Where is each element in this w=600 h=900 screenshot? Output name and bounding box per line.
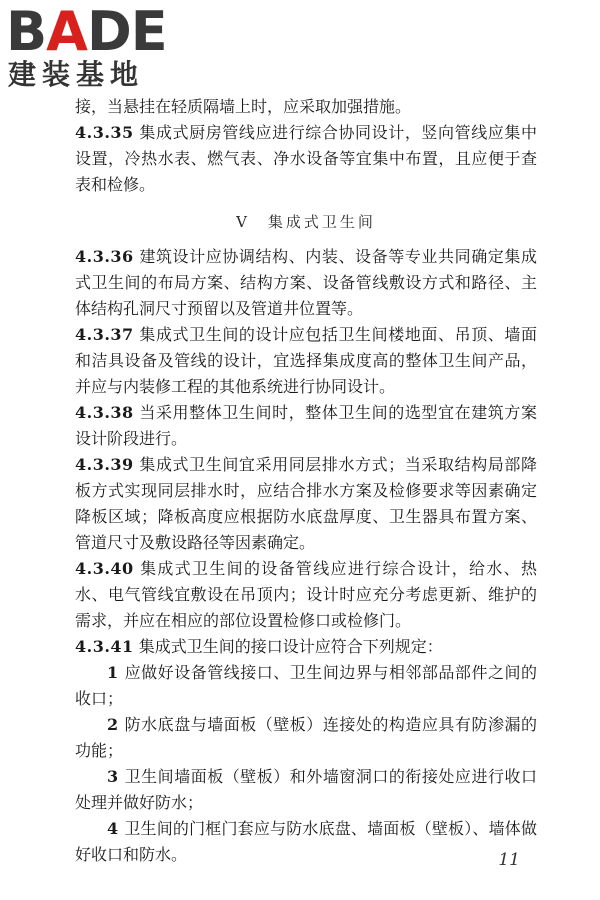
logo-letters-de: DE	[86, 0, 167, 63]
clause-4-3-39	[75, 452, 537, 556]
clause-text: 当采用整体卫生间时，整体卫生间的选型宜在建筑方案设计阶段进行。	[75, 403, 537, 448]
clause-text: 建筑设计应协调结构、内装、设备等专业共同确定集成式卫生间的布局方案、结构方案、设备管线敷设方式和路径、主体结构孔洞尺寸预留以及管道井位置等。	[75, 247, 537, 318]
clause-number: 4.3.39	[75, 455, 134, 474]
list-item	[75, 764, 537, 816]
list-item-text: 应做好设备管线接口、卫生间边界与相邻部品部件之间的收口；	[75, 663, 537, 708]
clause-number: 4.3.37	[75, 325, 134, 344]
clause-number: 4.3.35	[75, 123, 134, 142]
clause-4-3-37	[75, 322, 537, 400]
list-item	[75, 660, 537, 712]
page-number: 11	[498, 850, 520, 870]
clause-text: 集成式卫生间的设备管线应进行综合设计，给水、热水、电气管线宜敷设在吊顶内；设计时应充分考虑更新、维护的需求，并应在相应的部位设置检修口或检修门。	[75, 559, 537, 630]
list-item-number: 1	[107, 663, 119, 682]
continuation-text: 接，当悬挂在轻质隔墙上时，应采取加强措施。	[75, 97, 412, 116]
list-item-number: 2	[107, 715, 119, 734]
section-roman-numeral: V	[236, 213, 250, 231]
section-heading	[75, 209, 537, 235]
list-item-text: 卫生间的门框门套应与防水底盘、墙面板（壁板）、墙体做好收口和防水。	[75, 819, 537, 864]
logo-subtitle: 建装基地	[8, 58, 145, 91]
logo-letter-a: A	[46, 0, 87, 63]
clause-4-3-41	[75, 634, 537, 660]
clause-text: 集成式卫生间的接口设计应符合下列规定：	[138, 637, 443, 656]
list-item-number: 3	[107, 767, 119, 786]
section-title: 集成式卫生间	[267, 213, 376, 231]
logo-letter-b: B	[6, 0, 47, 63]
list-item	[75, 816, 537, 868]
clause-text: 集成式卫生间的设计应包括卫生间楼地面、吊顶、墙面和洁具设备及管线的设计，宜选择集成度高的整体卫生间产品，并应与内装修工程的其他系统进行协同设计。	[75, 325, 537, 396]
clause-text: 集成式厨房管线应进行综合协同设计，竖向管线应集中设置，冷热水表、燃气表、净水设备等宜集中布置，且应便于查表和检修。	[75, 123, 537, 194]
clause-number: 4.3.38	[75, 403, 134, 422]
list-item-number: 4	[107, 819, 119, 838]
clause-4-3-38	[75, 400, 537, 452]
list-item-text: 防水底盘与墙面板（壁板）连接处的构造应具有防渗漏的功能；	[75, 715, 537, 760]
document-body	[75, 94, 537, 868]
list-item-text: 卫生间墙面板（壁板）和外墙窗洞口的衔接处应进行收口处理并做好防水；	[75, 767, 537, 812]
logo-wordmark	[6, 2, 167, 62]
clause-4-3-35	[75, 120, 537, 198]
clause-4-3-40	[75, 556, 537, 634]
list-item	[75, 712, 537, 764]
clause-number: 4.3.40	[75, 559, 134, 578]
brand-logo	[6, 2, 176, 94]
clause-text: 集成式卫生间宜采用同层排水方式；当采取结构局部降板方式实现同层排水时，应结合排水方案及检修要求等因素确定降板区域；降板高度应根据防水底盘厚度、卫生器具布置方案、管道尺寸及敷设路径等因素确定。	[75, 455, 537, 552]
clause-4-3-36	[75, 244, 537, 322]
clause-number: 4.3.41	[75, 637, 134, 656]
clause-number: 4.3.36	[75, 247, 134, 266]
